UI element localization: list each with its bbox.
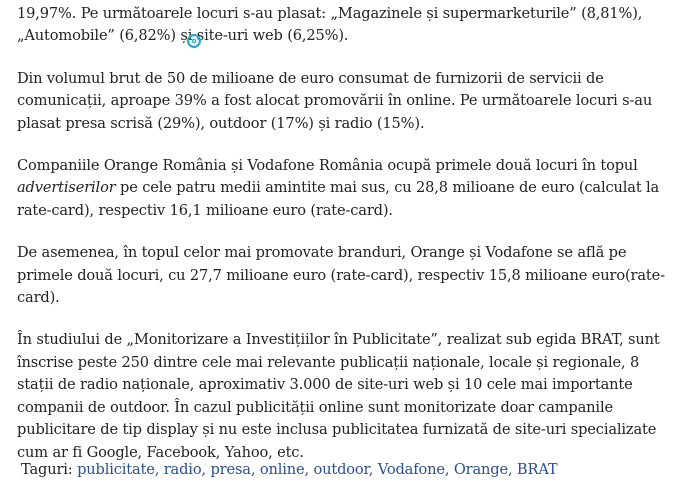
tag-separator: ,	[507, 461, 517, 478]
tag-separator: ,	[201, 461, 211, 478]
article-paragraph-5: În studiului de „Monitorizare a Investițiilor în Publicitate”, realizat sub egida BRAT, sunt înscrise peste 250 dintre cele mai relevante publicații naționale, locale și regionale, 8 stații de radio naționale, aproximativ 3.000 de site-uri web și 10 cele mai importante companii de outdoor. În cazul publicității online sunt monitorizate doar campanile publicitare de tip display și nu este inclusa publicitatea furnizată de site-uri specializate cum ar fi Google, Facebook, Yahoo, etc.	[17, 331, 660, 461]
loading-cursor-icon	[187, 34, 201, 48]
article-paragraph-2: Din volumul brut de 50 de milioane de euro consumat de furnizorii de servicii de comunicații, aproape 39% a fost alocat promovării în online. Pe următoarele locuri s-au plasat presa scrisă (29%), outdoor (17%) și radio (15%).	[17, 69, 653, 132]
article-paragraph-4: De asemenea, în topul celor mai promovate branduri, Orange și Vodafone se află pe primele două locuri, cu 27,7 milioane euro (rate-card), respectiv 15,8 milioane euro(rate-card).	[17, 244, 665, 307]
paragraph-3-text-after: pe cele patru medii amintite mai sus, cu 28,8 milioane de euro (calculat la rate-card), respectiv 16,1 milioane euro (rate-card).	[17, 179, 660, 219]
tag-link-brat[interactable]: BRAT	[516, 461, 558, 478]
tag-link-vodafone[interactable]: Vodafone	[377, 461, 445, 478]
tag-link-publicitate[interactable]: publicitate	[77, 461, 155, 478]
tags-label: Taguri:	[21, 461, 73, 478]
tags-row	[21, 460, 558, 480]
tag-separator: ,	[154, 461, 164, 478]
tag-link-outdoor[interactable]: outdoor	[313, 461, 369, 478]
article-body	[17, 0, 667, 464]
paragraph-3-italic-term: advertiserilor	[17, 179, 116, 197]
tag-separator: ,	[250, 461, 260, 478]
tag-separator: ,	[304, 461, 314, 478]
paragraph-3-text-before: Companiile Orange România și Vodafone România ocupă primele două locuri în topul	[17, 157, 638, 175]
article-paragraph-3	[17, 155, 667, 222]
tag-link-radio[interactable]: radio	[163, 461, 202, 478]
article-paragraph-1: 19,97%. Pe următoarele locuri s-au plasat: „Magazinele și supermarketurile” (8,81%), „Automobile” (6,82%) și site-uri web (6,25%).	[17, 5, 643, 45]
tag-link-orange[interactable]: Orange	[453, 461, 508, 478]
tag-separator: ,	[368, 461, 378, 478]
tag-separator: ,	[444, 461, 454, 478]
tag-link-online[interactable]: online	[259, 461, 305, 478]
tag-link-presa[interactable]: presa	[210, 461, 251, 478]
